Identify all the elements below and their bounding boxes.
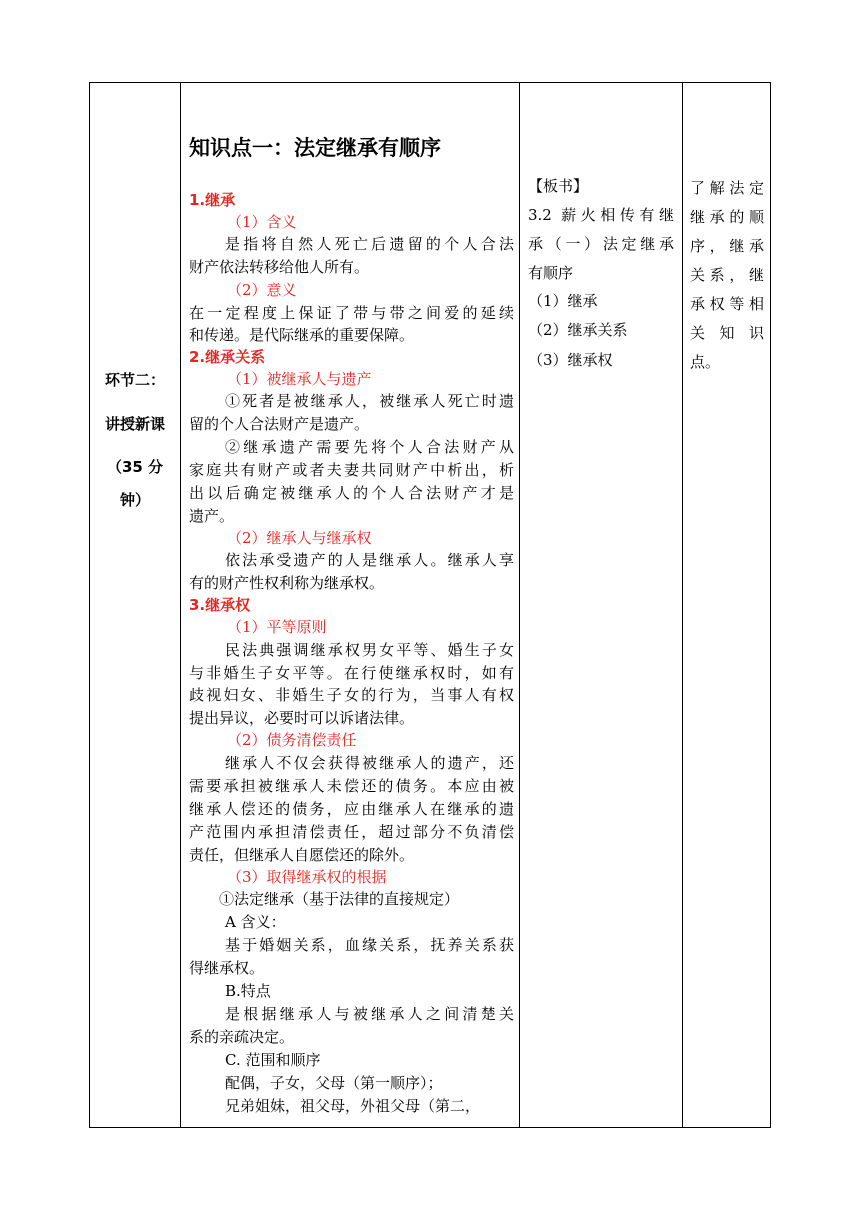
subsection-heading: （1）被继承人与遗产 bbox=[227, 370, 372, 388]
stage-name: 环节二： bbox=[104, 371, 165, 389]
board-label: 【板书】 bbox=[528, 177, 589, 195]
paragraph-line: ②继承遗产需要先将个人合法财产从 bbox=[225, 438, 514, 456]
intent-line: 关系，继 bbox=[690, 266, 764, 284]
stage-column bbox=[90, 83, 180, 1127]
stage-time: （35 分 bbox=[106, 458, 164, 476]
subsection-heading: （2）债务清偿责任 bbox=[227, 731, 357, 749]
knowledge-heading: 知识点一：法定继承有顺序 bbox=[189, 136, 441, 160]
board-line: （1）继承 bbox=[528, 292, 598, 310]
intent-line: 点。 bbox=[690, 353, 721, 371]
paragraph-line: 与非婚生子女平等。在行使继承权时，如有 bbox=[189, 664, 514, 682]
intent-line: 关 知 识 bbox=[690, 324, 764, 342]
paragraph-line: 歧视妇女、非婚生子女的行为，当事人有权 bbox=[189, 686, 514, 704]
intent-line: 序，继承 bbox=[690, 237, 764, 255]
subsection-heading: （1）含义 bbox=[227, 213, 297, 231]
column-divider bbox=[682, 83, 683, 1127]
paragraph-line: B.特点 bbox=[225, 982, 271, 1000]
paragraph-line: ①死者是被继承人，被继承人死亡时遗 bbox=[225, 392, 514, 410]
paragraph-line: 提出异议，必要时可以诉诸法律。 bbox=[189, 709, 415, 727]
board-line: 3.2 薪火相传有继 bbox=[528, 206, 674, 224]
paragraph-line: 兄弟姐妹，祖父母，外祖父母（第二， bbox=[225, 1097, 481, 1115]
paragraph-line: 民法典强调继承权男女平等、婚生子女 bbox=[225, 641, 514, 659]
paragraph-line: C. 范围和顺序 bbox=[225, 1051, 321, 1069]
paragraph-line: 系的亲疏决定。 bbox=[189, 1028, 295, 1046]
intent-line: 了解法定 bbox=[690, 179, 764, 197]
paragraph-line: 需要承担被继承人未偿还的债务。本应由被 bbox=[189, 777, 514, 795]
subsection-heading: （1）平等原则 bbox=[227, 618, 327, 636]
column-divider bbox=[180, 83, 181, 1127]
paragraph-line: A 含义： bbox=[225, 913, 286, 931]
paragraph-line: 家庭共有财产或者夫妻共同财产中析出，析 bbox=[189, 461, 514, 479]
paragraph-line: 配偶，子女，父母（第一顺序）； bbox=[225, 1074, 443, 1092]
paragraph-line: 有的财产性权利称为继承权。 bbox=[189, 574, 385, 592]
section-heading: 1.继承 bbox=[189, 191, 236, 209]
paragraph-line: 基于婚姻关系，血缘关系，抚养关系获 bbox=[225, 936, 514, 954]
board-line: （2）继承关系 bbox=[528, 321, 628, 339]
paragraph-line: 财产依法转移给他人所有。 bbox=[189, 258, 370, 276]
paragraph-line: 得继承权。 bbox=[189, 959, 265, 977]
section-heading: 2.继承关系 bbox=[189, 348, 266, 366]
subsection-heading: （2）继承人与继承权 bbox=[227, 529, 372, 547]
stage-title: 讲授新课 bbox=[104, 415, 165, 433]
board-line: （3）继承权 bbox=[528, 351, 613, 369]
paragraph-line: 是指将自然人死亡后遗留的个人合法 bbox=[225, 235, 514, 253]
paragraph-line: 继承人偿还的债务，应由继承人在继承的遗 bbox=[189, 800, 514, 818]
paragraph-line: 继承人不仅会获得被继承人的遗产，还 bbox=[225, 754, 514, 772]
paragraph-line: 出以后确定被继承人的个人合法财产才是 bbox=[189, 484, 514, 502]
paragraph-line: 责任，但继承人自愿偿还的除外。 bbox=[189, 846, 415, 864]
board-line: 有顺序 bbox=[528, 264, 574, 282]
lesson-plan-table bbox=[89, 82, 771, 1128]
board-line: 承（一）法定继承 bbox=[528, 235, 674, 253]
column-divider bbox=[519, 83, 520, 1127]
paragraph-line: ①法定继承（基于法律的直接规定） bbox=[219, 890, 460, 908]
subsection-heading: （2）意义 bbox=[227, 281, 297, 299]
paragraph-line: 留的个人合法财产是遗产。 bbox=[189, 415, 370, 433]
paragraph-line: 在一定程度上保证了带与带之间爱的延续 bbox=[189, 304, 514, 322]
intent-line: 承权等相 bbox=[690, 295, 764, 313]
paragraph-line: 依法承受遗产的人是继承人。继承人享 bbox=[225, 551, 514, 569]
stage-time-end: 钟） bbox=[119, 491, 150, 509]
paragraph-line: 是根据继承人与被继承人之间清楚关 bbox=[225, 1005, 514, 1023]
intent-line: 继承的顺 bbox=[690, 208, 764, 226]
paragraph-line: 遗产。 bbox=[189, 507, 235, 525]
paragraph-line: 产范围内承担清偿责任，超过部分不负清偿 bbox=[189, 823, 514, 841]
paragraph-line: 和传递。是代际继承的重要保障。 bbox=[189, 326, 415, 344]
subsection-heading: （3）取得继承权的根据 bbox=[227, 868, 387, 886]
section-heading: 3.继承权 bbox=[189, 596, 251, 614]
